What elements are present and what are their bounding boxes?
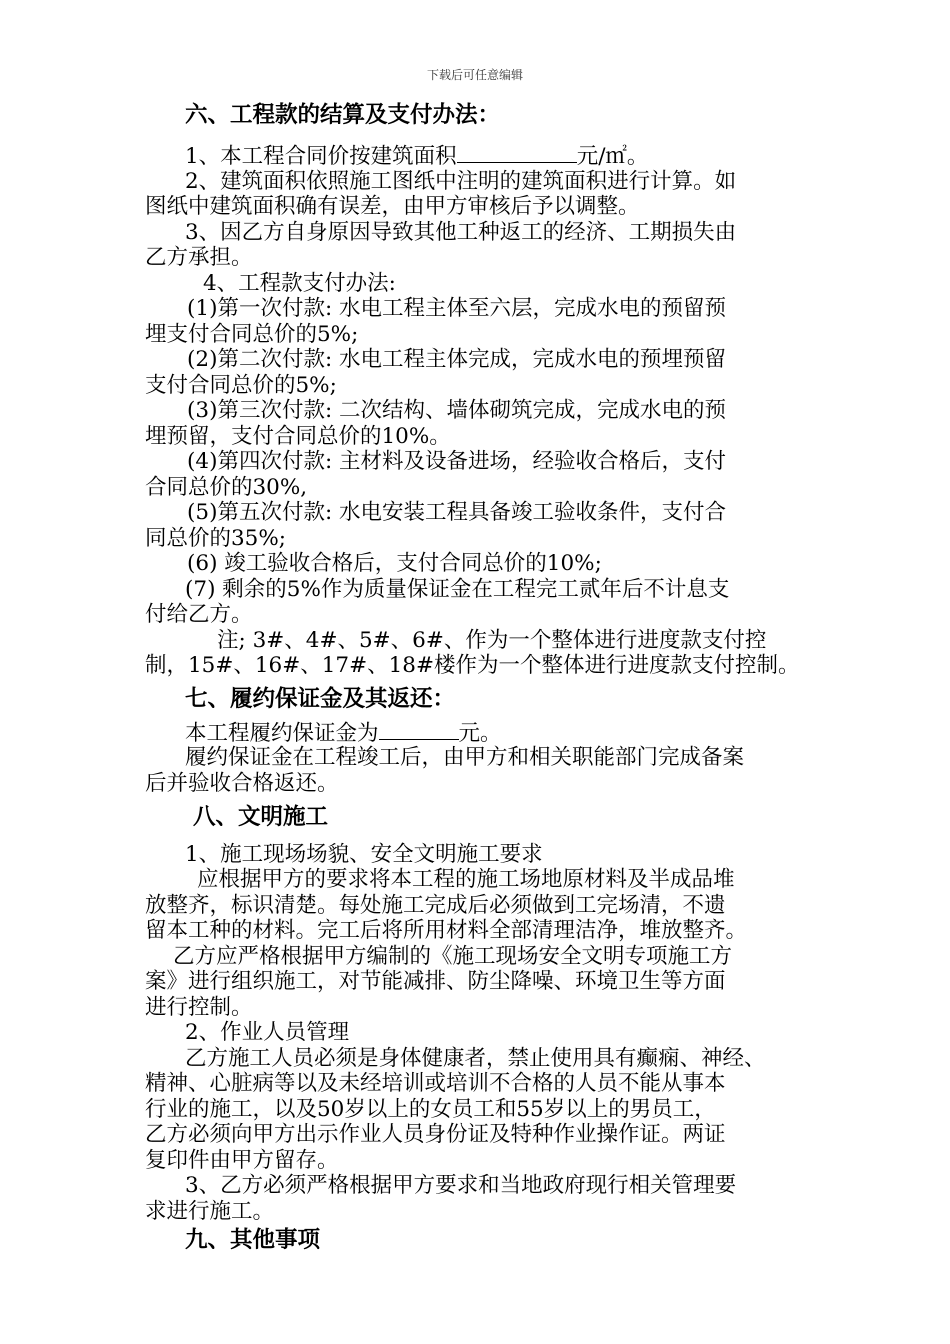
text-line: 乙方必须向甲方出示作业人员身份证及特种作业操作证。两证 [145,1122,726,1147]
text-line: (3)第三次付款: 二次结构、墙体砌筑完成，完成水电的预 [187,398,727,423]
text-line: (7) 剩余的5%作为质量保证金在工程完工贰年后不计息支 [185,577,730,602]
line-text-after-blank: 元/㎡。 [576,144,649,169]
text-line: 留本工种的材料。完工后将所用材料全部清理洁净，堆放整齐。 [145,918,748,943]
text-line: 乙方施工人员必须是身体健康者，禁止使用具有癫痫、神经、 [185,1046,766,1071]
text-line: 求进行施工。 [145,1199,275,1224]
section-heading: 六、工程款的结算及支付办法： [185,102,501,128]
section-heading: 八、文明施工 [193,804,329,830]
fill-in-blank [457,143,577,163]
text-line [185,143,648,170]
text-line: 付给乙方。 [145,602,253,627]
line-text-before-blank: 1、本工程合同价按建筑面积 [185,144,457,169]
text-line: 制，15#、16#、17#、18#楼作为一个整体进行进度款支付控制。 [145,653,800,678]
section-heading: 七、履约保证金及其返还： [185,686,456,712]
text-line: 3、因乙方自身原因导致其他工种返工的经济、工期损失由 [185,220,737,245]
line-text-before-blank: 本工程履约保证金为 [185,721,379,746]
text-line: (6) 竣工验收合格后，支付合同总价的10%; [187,551,602,576]
page-header: 下载后可任意编辑 [426,68,523,82]
text-line: 支付合同总价的5%; [145,373,337,398]
text-line: 4、工程款支付办法: [203,271,396,296]
text-line: 放整齐，标识清楚。每处施工完成后必须做到工完场清，不遗 [145,893,726,918]
text-line: 复印件由甲方留存。 [145,1148,339,1173]
text-line: 2、作业人员管理 [185,1020,350,1045]
text-line: 同总价的35%; [145,526,287,551]
text-line: 精神、心脏病等以及未经培训或培训不合格的人员不能从事本 [145,1071,726,1096]
text-line: 行业的施工，以及50岁以上的女员工和55岁以上的男员工， [145,1097,716,1122]
line-text-after-blank: 元。 [458,721,502,746]
text-line: (1)第一次付款: 水电工程主体至六层，完成水电的预留预 [187,296,727,321]
text-line: 履约保证金在工程竣工后，由甲方和相关职能部门完成备案 [185,745,745,770]
text-line: (5)第五次付款: 水电安装工程具备竣工验收条件，支付合 [187,500,727,525]
text-line: 合同总价的30%, [145,475,308,500]
text-line: 3、乙方必须严格根据甲方要求和当地政府现行相关管理要 [185,1173,737,1198]
text-line: 进行控制。 [145,995,253,1020]
text-line: 乙方承担。 [145,245,253,270]
text-line: 应根据甲方的要求将本工程的施工场地原材料及半成品堆 [197,867,735,892]
text-line: (2)第二次付款: 水电工程主体完成，完成水电的预埋预留 [187,347,727,372]
text-line: (4)第四次付款: 主材料及设备进场，经验收合格后，支付 [187,449,727,474]
text-line: 后并验收合格返还。 [145,771,339,796]
text-line: 1、施工现场场貌、安全文明施工要求 [185,842,543,867]
text-line: 2、建筑面积依照施工图纸中注明的建筑面积进行计算。如 [185,169,737,194]
text-line: 注; 3#、4#、5#、6#、作为一个整体进行进度款支付控 [217,628,767,653]
text-line: 乙方应严格根据甲方编制的《施工现场安全文明专项施工方 [173,944,733,969]
section-heading: 九、其他事项 [185,1227,321,1253]
text-line: 埋预留，支付合同总价的10%。 [145,424,451,449]
text-line: 埋支付合同总价的5%; [145,322,359,347]
text-line: 案》进行组织施工，对节能减排、防尘降噪、环境卫生等方面 [145,969,726,994]
text-line [185,720,502,747]
fill-in-blank [379,720,459,740]
text-line: 图纸中建筑面积确有误差，由甲方审核后予以调整。 [145,194,640,219]
